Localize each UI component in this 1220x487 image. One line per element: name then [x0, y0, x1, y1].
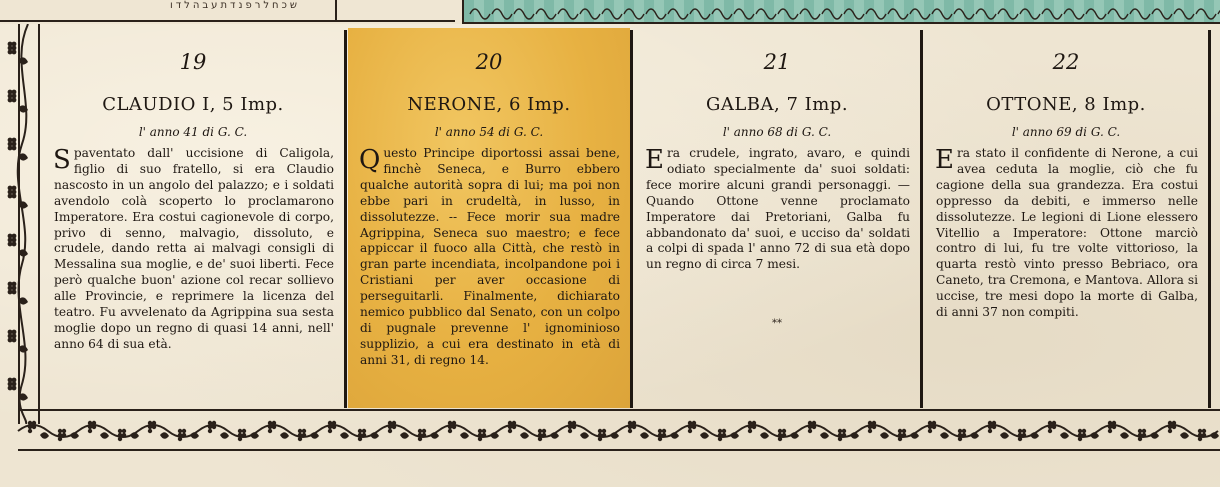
- ruler-number: 20: [475, 50, 503, 74]
- grape-cluster: [418, 429, 426, 441]
- grape-cluster: [58, 429, 66, 441]
- vine-leaf: [18, 249, 28, 256]
- scroll-motif: [514, 9, 534, 19]
- grape-cluster: [838, 429, 846, 441]
- vine-stem: [18, 24, 28, 424]
- ruler-biography: [360, 146, 620, 369]
- biography-text: paventato dall' uccisione di Caligola, figlio di suo fratello, si era Claudio nascosto in un angolo del palazzo; e i soldati avendolo colà scoperto lo proclamarono Imperatore. Era costui cagionevole di corpo, privo di senno, malvagio, dissoluto, e crudele, dando retta ai malvagi consigli di Messalina sua moglie, e de' suoi liberti. Fece però qualche buon' azione col recar sollievo alle Provincie, e reprimere la licenza del teatro. Fu avvelenato da Agrippina sua sesta moglie dopo un regno di quasi 14 anni, nell' anno 64 di sua età.: [54, 146, 334, 351]
- column-divider: [920, 30, 923, 408]
- grape-cluster: [8, 234, 17, 247]
- grape-cluster: [478, 429, 486, 441]
- teal-scroll-ornament: [464, 2, 1220, 20]
- vine-leaf: [1180, 432, 1189, 439]
- ruler-title: CLAUDIO I, 5 Imp.: [102, 94, 284, 115]
- vine-leaf: [100, 432, 109, 439]
- grape-cluster: [1048, 421, 1056, 433]
- drop-cap: S: [53, 145, 71, 175]
- vine-leaf: [610, 432, 619, 439]
- scroll-motif: [1130, 9, 1150, 19]
- grape-cluster: [598, 429, 606, 441]
- grape-cluster: [8, 282, 17, 295]
- grape-cluster: [1078, 429, 1086, 441]
- vine-leaf: [1060, 432, 1069, 439]
- vine-leaf: [1000, 432, 1009, 439]
- grape-cluster: [1168, 421, 1176, 433]
- scroll-motif: [800, 9, 820, 19]
- grape-cluster: [358, 429, 366, 441]
- scroll-motif: [1108, 9, 1128, 19]
- vine-leaf: [1090, 432, 1099, 439]
- drop-cap: Q: [359, 145, 381, 175]
- ruler-year: l' anno 68 di G. C.: [722, 125, 832, 139]
- ruler-year: l' anno 69 di G. C.: [1011, 125, 1121, 139]
- scroll-motif: [1086, 9, 1106, 19]
- biography-text: ra crudele, ingrato, avaro, e quindi odiato specialmente da' suoi soldati: fece morire alcuni grandi personaggi. — Quando Ottone venne proclamato Imperatore dai Pretoriani, Galba fu abbandonato da' suoi, e ucciso da' soldati a colpi di spada l' anno 72 di sua età dopo un regno di circa 7 mesi.: [646, 146, 910, 272]
- vine-leaf: [940, 432, 949, 439]
- vine-leaf: [850, 432, 859, 439]
- vine-leaf: [760, 432, 769, 439]
- vine-leaf: [430, 432, 439, 439]
- grape-cluster: [868, 421, 876, 433]
- grape-cluster: [178, 429, 186, 441]
- vine-leaf: [1120, 432, 1129, 439]
- vine-leaf: [370, 432, 379, 439]
- vine-leaf: [400, 432, 409, 439]
- vine-leaf: [700, 432, 709, 439]
- scroll-motif: [470, 9, 490, 19]
- scroll-motif: [624, 9, 644, 19]
- grape-cluster: [8, 90, 17, 103]
- grape-cluster: [508, 421, 516, 433]
- scroll-motif: [492, 9, 512, 19]
- grape-cluster: [8, 186, 17, 199]
- scroll-motif: [712, 9, 732, 19]
- ruler-title: GALBA, 7 Imp.: [705, 94, 849, 115]
- grape-cluster: [8, 42, 17, 55]
- vine-leaf: [910, 432, 919, 439]
- ruler-title: NERONE, 6 Imp.: [407, 94, 571, 115]
- column-divider: [630, 30, 633, 408]
- top-rule: [0, 20, 455, 22]
- vine-leaf: [1030, 432, 1039, 439]
- scroll-motif: [778, 9, 798, 19]
- scroll-motif: [1064, 9, 1084, 19]
- scroll-motif: [998, 9, 1018, 19]
- scroll-motif: [690, 9, 710, 19]
- biography-text: ra stato il confidente di Nerone, a cui avea ceduta la moglie, ciò che fu cagione della sua grandezza. Era costui oppresso da debiti, e immerso nelle dissolutezze. Le legioni di Lione elessero Vitellio a Imperatore: Ottone marciò contro di lui, fu tre volte vittorioso, la quarta restò vinto presso Bebriaco, ora Caneto, tra Cremona, e Mantova. Allora si uccise, tre mesi dopo la morte di Galba, di anni 37 non compiti.: [936, 146, 1198, 320]
- grape-cluster: [148, 421, 156, 433]
- ruler-column: [634, 28, 920, 408]
- vine-leaf: [40, 432, 49, 439]
- vine-leaf: [340, 432, 349, 439]
- grape-cluster: [8, 378, 17, 391]
- grape-cluster: [568, 421, 576, 433]
- grape-cluster: [628, 421, 636, 433]
- vine-leaf: [580, 432, 589, 439]
- scroll-motif: [822, 9, 842, 19]
- grape-cluster: [898, 429, 906, 441]
- scroll-motif: [976, 9, 996, 19]
- biography-text: uesto Principe diportossi assai bene, finchè Seneca, e Burro ebbero qualche autorità sopra di lui; ma poi non ebbe pari in crudeltà, in lusso, in dissolutezze. -- Fece morir sua madre Agrippina, Seneca suo maestro; e fece appiccar il fuoco alla Città, che restò in gran parte incendiata, incolpandone poi i Cristiani per aver occasione di perseguitarli. Finalmente, dichiarato nemico pubblico dal Senato, con un colpo di pugnale prevenne l' ignominioso supplizio, a cui era destinato in età di anni 31, di regno 14.: [360, 146, 620, 367]
- vine-leaf: [820, 432, 829, 439]
- ruler-number: 21: [763, 50, 791, 74]
- scroll-motif: [1196, 9, 1216, 19]
- grape-cluster: [958, 429, 966, 441]
- drop-cap: E: [645, 145, 664, 175]
- scroll-motif: [536, 9, 556, 19]
- vine-leaf: [1150, 432, 1159, 439]
- scroll-motif: [668, 9, 688, 19]
- scroll-motif: [888, 9, 908, 19]
- scroll-motif: [1020, 9, 1040, 19]
- top-divider: [335, 0, 337, 20]
- grape-cluster: [658, 429, 666, 441]
- grape-cluster: [988, 421, 996, 433]
- teal-ornament-band: [462, 0, 1220, 24]
- vine-leaf: [670, 432, 679, 439]
- ruler-column: [42, 28, 344, 408]
- grape-cluster: [1198, 429, 1206, 441]
- grape-cluster: [388, 421, 396, 433]
- vine-leaf: [280, 432, 289, 439]
- vine-leaf: [970, 432, 979, 439]
- scroll-motif: [734, 9, 754, 19]
- ruler-biography: [54, 146, 334, 353]
- vine-leaf: [160, 432, 169, 439]
- column-divider: [1208, 30, 1211, 408]
- grape-cluster: [688, 421, 696, 433]
- vine-leaf: [220, 432, 229, 439]
- grape-cluster: [118, 429, 126, 441]
- vine-leaf: [790, 432, 799, 439]
- grape-cluster: [268, 421, 276, 433]
- vine-leaf: [550, 432, 559, 439]
- vine-leaf: [130, 432, 139, 439]
- grape-cluster: [208, 421, 216, 433]
- bottom-vine-border: [0, 405, 1220, 487]
- grape-cluster: [928, 421, 936, 433]
- scroll-motif: [558, 9, 578, 19]
- grape-vine-ornament: [0, 24, 40, 424]
- vine-leaf: [310, 432, 319, 439]
- grape-cluster: [748, 421, 756, 433]
- scroll-motif: [756, 9, 776, 19]
- grape-cluster: [88, 421, 96, 433]
- ruler-biography: [936, 146, 1198, 321]
- drop-cap: E: [935, 145, 954, 175]
- grape-cluster: [1018, 429, 1026, 441]
- scroll-motif: [602, 9, 622, 19]
- vine-leaf: [18, 201, 28, 208]
- ruler-column-highlighted: [348, 28, 630, 408]
- vine-leaf: [520, 432, 529, 439]
- vine-leaf: [18, 345, 28, 352]
- vine-leaf: [460, 432, 469, 439]
- top-hebrew-text: שכחלרפנדתעבהלדו: [170, 0, 300, 11]
- grape-cluster: [448, 421, 456, 433]
- scroll-motif: [1174, 9, 1194, 19]
- grape-cluster: [28, 421, 36, 433]
- ruler-column: [924, 28, 1208, 408]
- scroll-motif: [646, 9, 666, 19]
- vine-leaf: [18, 57, 28, 64]
- grape-cluster: [8, 330, 17, 343]
- vine-leaf: [880, 432, 889, 439]
- scroll-motif: [1152, 9, 1172, 19]
- ruler-year: l' anno 54 di G. C.: [434, 125, 544, 139]
- vine-leaf: [70, 432, 79, 439]
- grape-cluster: [718, 429, 726, 441]
- grape-cluster: [1138, 429, 1146, 441]
- left-vine-border: [0, 24, 40, 424]
- grape-cluster: [8, 138, 17, 151]
- scroll-motif: [932, 9, 952, 19]
- scroll-motif: [844, 9, 864, 19]
- vine-leaf: [190, 432, 199, 439]
- vine-leaf: [490, 432, 499, 439]
- grape-vine-ornament: [0, 405, 1220, 487]
- scroll-motif: [866, 9, 886, 19]
- ruler-number: 19: [179, 50, 207, 74]
- vine-leaf: [640, 432, 649, 439]
- ruler-biography: [646, 146, 910, 273]
- ruler-year: l' anno 41 di G. C.: [138, 125, 248, 139]
- scroll-motif: [580, 9, 600, 19]
- vine-leaf: [250, 432, 259, 439]
- ruler-number: 22: [1052, 50, 1080, 74]
- ruler-title: OTTONE, 8 Imp.: [986, 94, 1146, 115]
- grape-cluster: [238, 429, 246, 441]
- top-strip: [0, 0, 1220, 24]
- grape-cluster: [778, 429, 786, 441]
- grape-cluster: [1108, 421, 1116, 433]
- grape-cluster: [538, 429, 546, 441]
- vine-leaf: [1210, 432, 1219, 439]
- grape-cluster: [298, 429, 306, 441]
- scroll-motif: [910, 9, 930, 19]
- vine-leaf: [730, 432, 739, 439]
- ornament-asterisks: **: [772, 318, 782, 329]
- grape-cluster: [328, 421, 336, 433]
- column-divider: [344, 30, 347, 408]
- scroll-motif: [1042, 9, 1062, 19]
- grape-cluster: [808, 421, 816, 433]
- scroll-motif: [954, 9, 974, 19]
